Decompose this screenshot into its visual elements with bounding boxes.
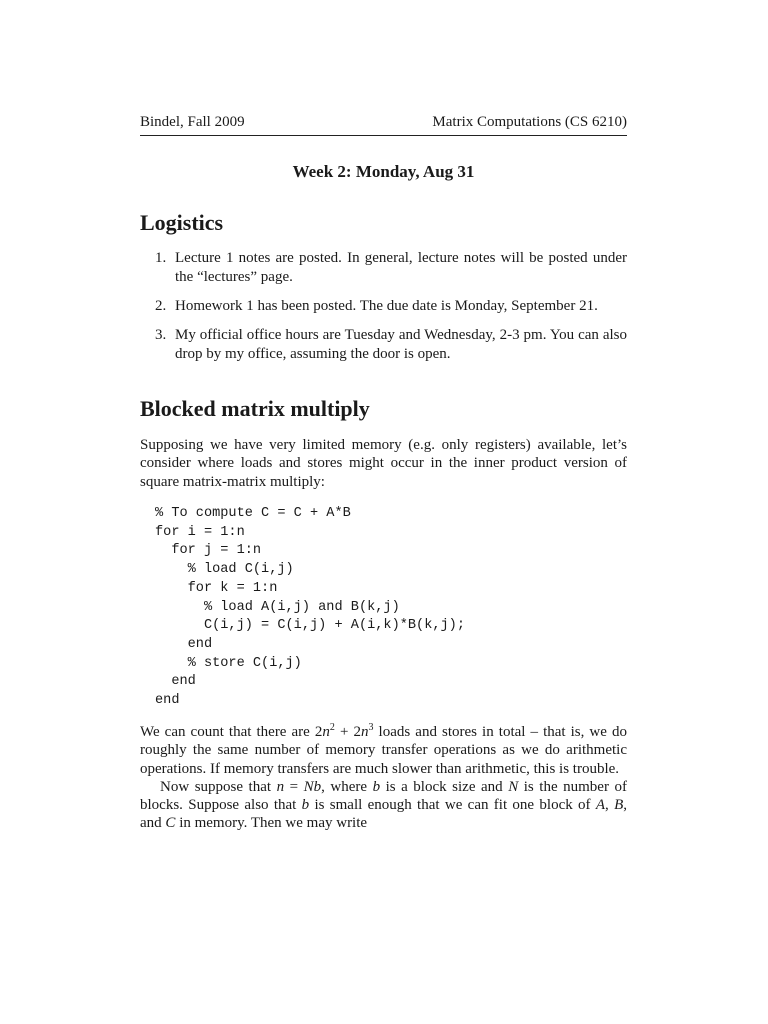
header-rule	[140, 135, 627, 136]
math-exponent: 2	[329, 722, 335, 733]
week-title: Week 2: Monday, Aug 31	[292, 162, 475, 181]
math-coefficient: 2	[314, 724, 323, 740]
math-operator: =	[284, 778, 304, 795]
math-var: A	[595, 797, 606, 814]
list-item	[140, 297, 627, 316]
list-number: 3.	[155, 327, 167, 343]
math-var: n	[276, 778, 285, 795]
text-run: , and	[140, 797, 627, 832]
math-var: b	[372, 778, 381, 795]
math-var: n	[322, 724, 330, 740]
text-run: is the number of blocks. Suppose also that	[140, 778, 627, 814]
list-number: 1.	[155, 250, 167, 266]
math-var: N	[508, 778, 519, 795]
math-var: n	[361, 724, 369, 740]
text-run: ,	[605, 797, 615, 814]
list-item	[140, 326, 627, 364]
list-text: My official office hours are Tuesday and Wednesday, 2-3 pm. You can also drop by my office, assuming the door is open.	[175, 327, 627, 362]
math-operator: + 2	[334, 724, 361, 740]
blocked-heading: Blocked matrix multiply	[140, 396, 370, 421]
block-paragraph	[140, 778, 627, 833]
intro-paragraph: Supposing we have very limited memory (e.g. only registers) available, let’s consider where loads and stores might occur in the inner product version of square matrix-matrix multiply:	[140, 437, 627, 490]
count-paragraph	[140, 723, 627, 778]
list-number: 2.	[155, 298, 167, 314]
header-course: Matrix Computations (CS 6210)	[432, 114, 627, 130]
list-item	[140, 249, 627, 287]
math-var: B	[614, 797, 624, 814]
text-run: is small enough that we can fit one block of	[309, 797, 596, 814]
list-text: Homework 1 has been posted. The due date is Monday, September 21.	[175, 298, 598, 314]
text-run: Now suppose that	[160, 778, 277, 795]
text-run: We can count that there are	[140, 724, 315, 740]
text-run: is a block size and	[380, 778, 509, 795]
analysis-text	[140, 723, 627, 833]
logistics-list	[140, 249, 627, 374]
text-run: , where	[321, 778, 373, 795]
math-var: C	[165, 815, 176, 832]
code-listing: % To compute C = C + A*B for i = 1:n for j = 1:n % load C(i,j) for k = 1:n % load A(i,j) and B(k,j) C(i,j) = C(i,j) + A(i,k)*B(k,j); end % store C(i,j) end end	[155, 506, 465, 709]
text-run: loads and stores in total – that is, we do roughly the same number of memory transfer operations as we do arithmetic operations. If memory transfers are much slower than arithmetic, this is trouble.	[140, 724, 627, 777]
math-var: b	[301, 797, 310, 814]
math-var: Nb	[303, 778, 322, 795]
math-exponent: 3	[368, 722, 374, 733]
text-run: in memory. Then we may write	[175, 815, 368, 832]
logistics-heading: Logistics	[140, 210, 224, 235]
header-author: Bindel, Fall 2009	[140, 114, 245, 130]
list-text: Lecture 1 notes are posted. In general, lecture notes will be posted under the “lectures” page.	[175, 250, 627, 285]
